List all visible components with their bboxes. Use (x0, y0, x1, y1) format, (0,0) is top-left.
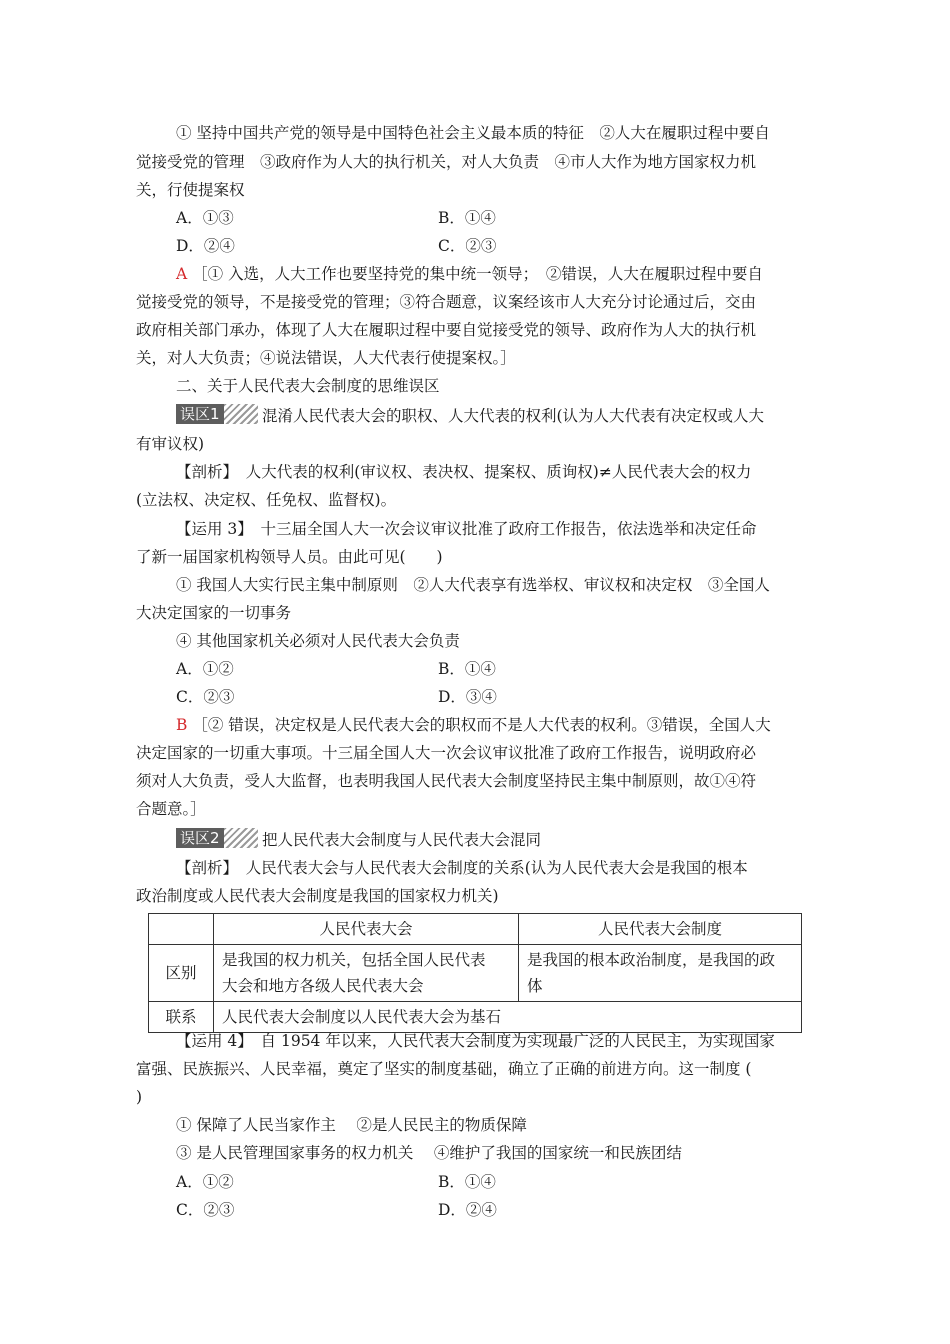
q2-explanation-line: 关，对人大负责；④说法错误，人大代表行使提案权。］ (136, 349, 516, 367)
section-heading: 二、关于人民代表大会制度的思维误区 (176, 377, 440, 395)
q4-option-a: A．①② (176, 1173, 234, 1191)
q4-statement-line: ① 保障了人民当家作主 ②是人民民主的物质保障 (176, 1116, 527, 1134)
q3-answer: B (176, 716, 188, 734)
table-header-row (149, 914, 802, 945)
q2-option-a: A．①③ (176, 209, 234, 227)
table-cell-line: 体 (527, 977, 543, 995)
misconception-2-badge (176, 828, 258, 848)
stripe-decoration (224, 828, 258, 848)
q4-stem: 【运用 4】 自 1954 年以来，人民代表大会制度为实现最广泛的人民民主，为实现国家 (176, 1032, 775, 1050)
q4-statement-line: ③ 是人民管理国家事务的权力机关 ④维护了我国的国家统一和民族团结 (176, 1144, 682, 1162)
q2-option-b: B．①④ (438, 209, 496, 227)
q2-statement-line: ① 坚持中国共产党的领导是中国特色社会主义最本质的特征 ②人大在履职过程中要自 (176, 124, 770, 142)
table-header-cell: 人民代表大会制度 (519, 914, 802, 945)
misconception-1-label: 误区1 (176, 404, 224, 424)
q2-answer: A (176, 265, 188, 283)
q3-explanation-line (176, 715, 771, 735)
q2-explanation-line: 政府相关部门承办，体现了人大在履职过程中要自觉接受党的领导、政府作为人大的执行机 (136, 321, 757, 339)
misconception-1-badge (176, 404, 258, 424)
stripe-decoration (224, 404, 258, 424)
table-cell (214, 945, 519, 1002)
misconception-2-title: 把人民代表大会制度与人民代表大会混同 (262, 831, 542, 849)
table-cell (519, 945, 802, 1002)
q4-stem: 富强、民族振兴、人民幸福，奠定了坚实的制度基础，确立了正确的前进方向。这一制度 ( (136, 1060, 752, 1078)
q3-statement-line: ① 我国人大实行民主集中制原则 ②人大代表享有选举权、审议权和决定权 ③全国人 (176, 576, 770, 594)
q3-explanation-line: 合题意。］ (136, 800, 206, 818)
q4-option-b: B．①④ (438, 1173, 496, 1191)
q2-option-c: C．②③ (438, 237, 497, 255)
misconception-2-analysis: 政治制度或人民代表大会制度是我国的国家权力机关) (136, 887, 499, 905)
q2-option-d: D．②④ (176, 237, 235, 255)
q3-option-b: B．①④ (438, 660, 496, 678)
misconception-1-analysis: (立法权、决定权、任免权、监督权)。 (136, 491, 397, 509)
comparison-table (148, 913, 802, 1033)
misconception-1-title: 有审议权) (136, 435, 205, 453)
q3-option-d: D．③④ (438, 688, 497, 706)
misconception-2-analysis: 【剖析】 人民代表大会与人民代表大会制度的关系(认为人民代表大会是我国的根本 (176, 859, 748, 877)
table-corner-cell (149, 914, 214, 945)
misconception-2-label: 误区2 (176, 828, 224, 848)
table-cell: 人民代表大会制度以人民代表大会为基石 (214, 1002, 802, 1033)
misconception-1-title: 混淆人民代表大会的职权、人大代表的权利(认为人大代表有决定权或人大 (262, 407, 765, 425)
table-cell-line: 是我国的权力机关，包括全国人民代表 (222, 951, 486, 969)
q3-option-c: C．②③ (176, 688, 235, 706)
q2-explanation-line: 觉接受党的领导，不是接受党的管理；③符合题意，议案经该市人大充分讨论通过后，交由 (136, 293, 757, 311)
q3-explanation-text: ［② 错误，决定权是人民代表大会的职权而不是人大代表的权利。③错误，全国人大 (192, 716, 771, 734)
q2-statement-line: 关，行使提案权 (136, 181, 245, 199)
table-cell-line: 大会和地方各级人民代表大会 (222, 977, 424, 995)
table-row-label: 区别 (149, 945, 214, 1002)
q3-statement-line: 大决定国家的一切事务 (136, 604, 292, 622)
q4-option-d: D．②④ (438, 1201, 497, 1219)
q4-option-c: C．②③ (176, 1201, 235, 1219)
q3-explanation-line: 决定国家的一切重大事项。十三届全国人大一次会议审议批准了政府工作报告，说明政府必 (136, 744, 757, 762)
q2-statement-line: 觉接受党的管理 ③政府作为人大的执行机关，对人大负责 ④市人大作为地方国家权力机 (136, 153, 757, 171)
q3-statement-line: ④ 其他国家机关必须对人民代表大会负责 (176, 632, 460, 650)
q4-stem: ) (136, 1088, 143, 1106)
misconception-1-analysis: 【剖析】 人大代表的权利(审议权、表决权、提案权、质询权)≠人民代表大会的权力 (176, 463, 752, 481)
q3-explanation-line: 须对人大负责，受人大监督，也表明我国人民代表大会制度坚持民主集中制原则，故①④符 (136, 772, 757, 790)
table-row-label: 联系 (149, 1002, 214, 1033)
q3-stem: 【运用 3】 十三届全国人大一次会议审议批准了政府工作报告，依法选举和决定任命 (176, 520, 757, 538)
table-header-cell: 人民代表大会 (214, 914, 519, 945)
q2-explanation-line (176, 264, 763, 284)
q3-option-a: A．①② (176, 660, 234, 678)
q2-explanation-text: ［① 入选，人大工作也要坚持党的集中统一领导； ②错误，人大在履职过程中要自 (192, 265, 763, 283)
table-cell-line: 是我国的根本政治制度，是我国的政 (527, 951, 776, 969)
q3-stem: 了新一届国家机构领导人员。由此可见( ) (136, 548, 443, 566)
table-row (149, 945, 802, 1002)
table-row (149, 1002, 802, 1033)
